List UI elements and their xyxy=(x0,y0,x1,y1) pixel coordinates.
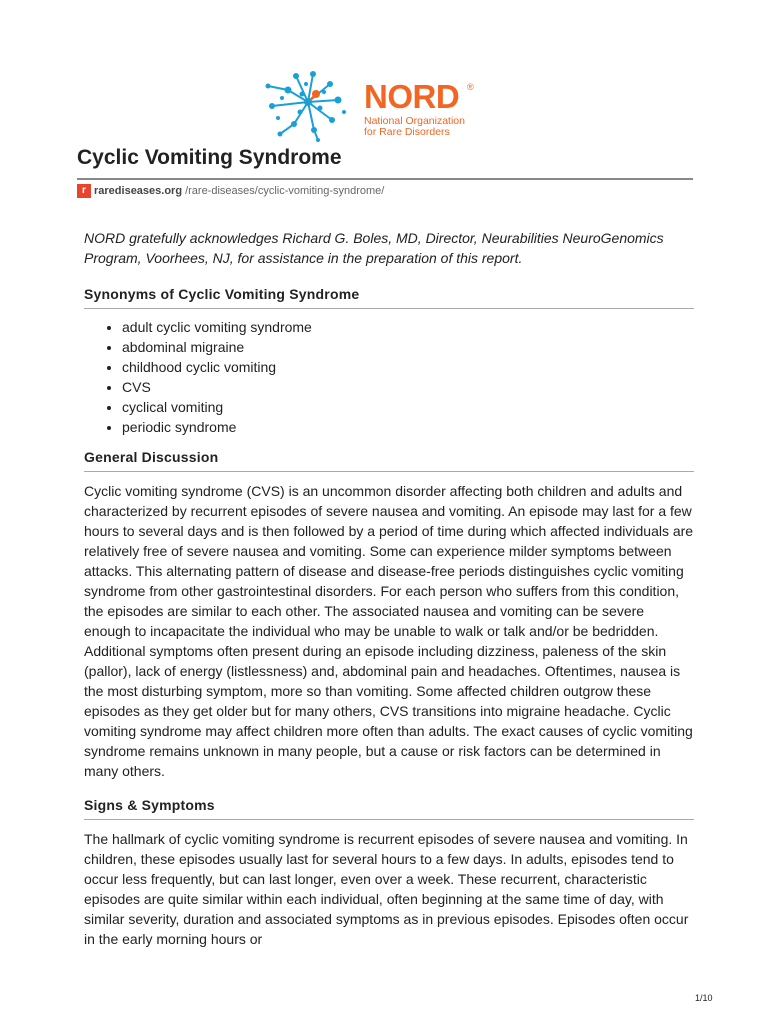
page-number: 1/10 xyxy=(695,993,713,1003)
synonym-item: • childhood cyclic vomiting xyxy=(122,357,694,377)
synonym-item: • abdominal migraine xyxy=(122,337,694,357)
synonym-item: • periodic syndrome xyxy=(122,417,694,437)
source-link[interactable] xyxy=(77,184,384,198)
nord-logo xyxy=(258,62,488,142)
synonyms-heading: Synonyms of Cyclic Vomiting Syndrome xyxy=(84,286,694,309)
synonym-item: • adult cyclic vomiting syndrome xyxy=(122,317,694,337)
molecule-logo-icon xyxy=(258,62,358,142)
logo-subtitle-line1: National Organization xyxy=(364,115,465,127)
signs-symptoms-heading: Signs & Symptoms xyxy=(84,797,694,820)
logo-subtitle-line2: for Rare Disorders xyxy=(364,126,450,138)
source-path: /rare-diseases/cyclic-vomiting-syndrome/ xyxy=(185,185,385,197)
synonym-item: • CVS xyxy=(122,377,694,397)
general-discussion-text: Cyclic vomiting syndrome (CVS) is an uncommon disorder affecting both children and adults and characterized by recurrent episodes of severe nausea and vomiting. An episode may last for a few hours to several days and is then followed by a period of time during which affected individuals are relatively free of severe nausea and vomiting. Some can experience milder symptoms between attacks. This alternating pattern of disease and disease-free periods distinguishes cyclic vomiting syndrome from other gastrointestinal disorders. For each person who suffers from this condition, the episodes are similar to each other. The associated nausea and vomiting can be severe enough to incapacitate the individual who may be unable to walk or talk and/or be bedridden. Additional symptoms often present during an episode including dizziness, paleness of the skin (pallor), lack of energy (listlessness) and, abdominal pain and headaches. Oftentimes, nausea is the most disturbing symptom, more so than vomiting. Some affected children outgrow these episodes as they get older but for many others, CVS transitions into migraine headache. Cyclic vomiting syndrome may affect children more often than adults. The exact causes of cyclic vomiting syndrome remains unknown in many people, but a cause or risk factors can be determined in many others. xyxy=(84,483,694,779)
source-domain: rarediseases.org xyxy=(94,185,183,197)
logo-registered-mark: ® xyxy=(467,82,474,92)
report-content xyxy=(84,228,694,965)
logo-subtitle xyxy=(364,116,494,138)
logo-wordmark: NORD xyxy=(364,78,460,115)
site-favicon-icon: r xyxy=(77,184,91,198)
signs-symptoms-text: The hallmark of cyclic vomiting syndrome is recurrent episodes of severe nausea and vomiting. In children, these episodes usually last for several hours to a few days. In adults, episodes tend to occur less frequently, but can last longer, even over a week. These recurrent, characteristic episodes are quite similar within each individual, often beginning at the same time of day, with similar severity, duration and associated symptoms as in previous episodes. Episodes often occur in the early morning hours or xyxy=(84,831,689,947)
general-discussion-heading: General Discussion xyxy=(84,449,694,472)
acknowledgment-text: NORD gratefully acknowledges Richard G. Boles, MD, Director, Neurabilities NeuroGenomics Program, Voorhees, NJ, for assistance in the preparation of this report. xyxy=(84,230,664,266)
synonyms-list xyxy=(84,317,694,437)
title-divider xyxy=(77,178,693,180)
synonym-item: • cyclical vomiting xyxy=(122,397,694,417)
page-title: Cyclic Vomiting Syndrome xyxy=(77,146,342,169)
